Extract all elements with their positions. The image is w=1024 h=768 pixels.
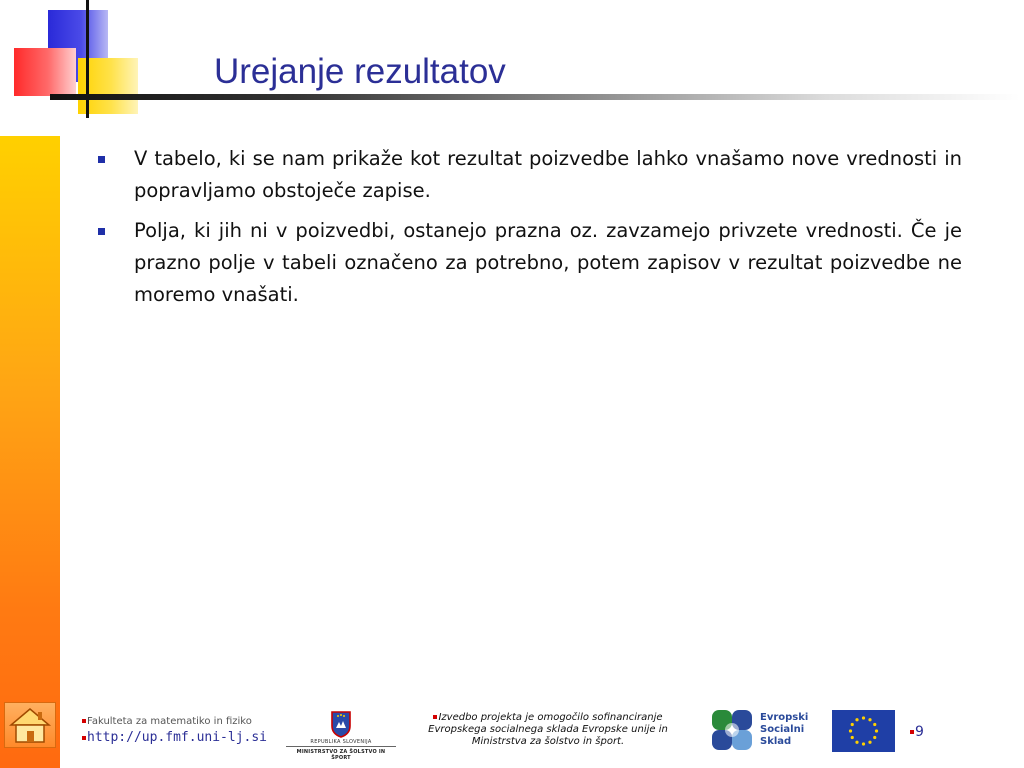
bullet-marker	[98, 228, 105, 235]
logo-vertical-line	[86, 0, 89, 118]
eu-star	[855, 718, 858, 721]
coat-of-arms-icon	[330, 710, 352, 738]
page-number: 9	[910, 724, 924, 740]
eu-star	[862, 716, 865, 719]
esf-logo-graphic	[710, 708, 756, 754]
slide-content	[96, 143, 962, 319]
bullet-item	[96, 215, 962, 311]
left-gradient-bar	[0, 136, 60, 768]
logo-red-square	[14, 48, 76, 96]
eu-star	[873, 723, 876, 726]
eu-star	[855, 741, 858, 744]
esf-label: Evropski Socialni Sklad	[760, 712, 809, 747]
title-underline	[50, 94, 1020, 100]
eu-star	[851, 736, 854, 739]
eu-star	[851, 723, 854, 726]
footer-bullet	[433, 715, 437, 719]
home-button[interactable]	[4, 702, 56, 748]
faculty-name: Fakulteta za matematiko in fiziko	[82, 716, 252, 727]
eu-star	[868, 718, 871, 721]
eu-star	[849, 729, 852, 732]
footer-bullet	[82, 719, 86, 723]
slide-title: Urejanje rezultatov	[214, 52, 506, 91]
bullet-item	[96, 143, 962, 207]
footer-bullet	[910, 730, 914, 734]
ministry-line1: REPUBLIKA SLOVENIJA	[310, 739, 372, 745]
home-icon	[5, 703, 55, 747]
eu-flag-icon	[832, 710, 895, 752]
eu-star	[862, 742, 865, 745]
bullet-text: Polja, ki jih ni v poizvedbi, ostanejo prazna oz. zavzamejo privzete vrednosti. Če je prazno polje v tabeli označeno za potrebno, potem zapisov v rezultat poizvedbe ne moremo vnašati.	[134, 219, 962, 306]
eu-star	[873, 736, 876, 739]
faculty-url-link[interactable]: http://up.fmf.uni-lj.si	[82, 730, 267, 745]
eu-stars	[832, 710, 895, 752]
eu-star	[875, 729, 878, 732]
eu-star	[868, 741, 871, 744]
ministry-logo	[286, 708, 396, 761]
footer-bullet	[82, 736, 86, 740]
bullet-text: V tabelo, ki se nam prikaže kot rezultat poizvedbe lahko vnašamo nove vrednosti in popravljamo obstoječe zapise.	[134, 147, 962, 202]
project-note: Izvedbo projekta je omogočilo sofinanciranje Evropskega socialnega sklada Evropske unije in Ministrstva za šolstvo in šport.	[428, 712, 668, 747]
bullet-marker	[98, 156, 105, 163]
ministry-line2: MINISTRSTVO ZA ŠOLSTVO IN ŠPORT	[286, 746, 396, 761]
